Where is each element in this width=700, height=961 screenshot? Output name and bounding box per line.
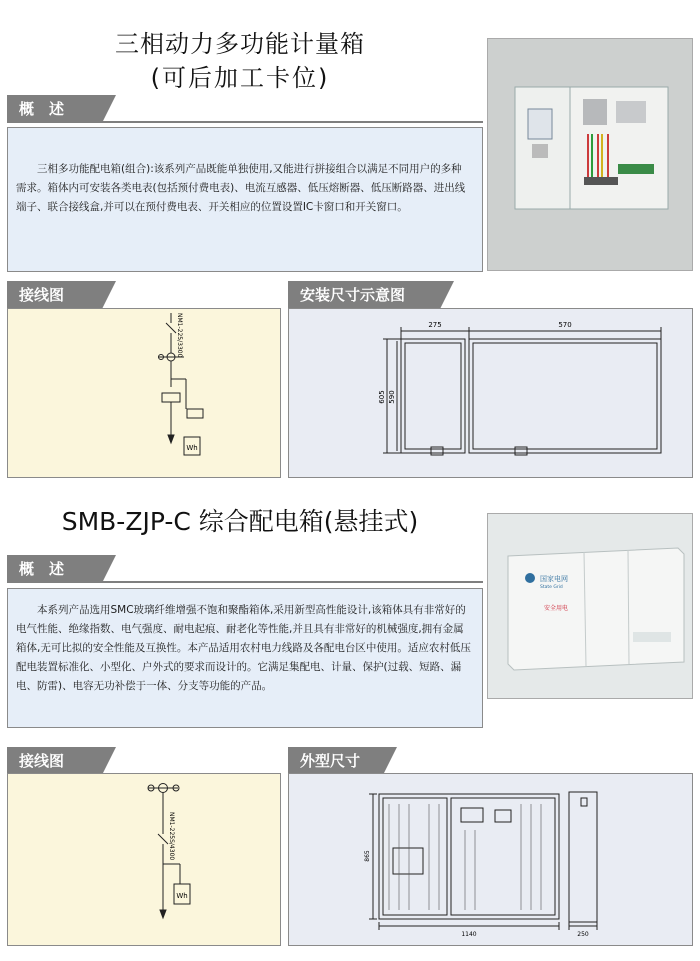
product2-wiring-diagram [7, 773, 281, 946]
product2-meter-label: Wh [176, 892, 188, 900]
product1-dim-width-right: 570 [558, 321, 572, 329]
product2-photo-brand-sub: State Grid [540, 585, 563, 590]
product2-outline-tab: 外型尺寸 [288, 747, 383, 775]
product1-install-tab: 安装尺寸示意图 [288, 281, 440, 309]
product2-dim-height: 865 [364, 850, 371, 862]
product2-description-panel [7, 588, 483, 728]
product2-outline-dimensions [288, 773, 693, 946]
product1-wiring-tab: 接线图 [7, 281, 102, 309]
product1-dim-height-inner: 590 [388, 390, 396, 404]
product2-photo-slogan: 安全用电 [544, 605, 569, 612]
product1-title: 三相动力多功能计量箱 [115, 30, 365, 58]
product2-description: 本系列产品选用SMC玻璃纤维增强不饱和聚酯箱体,采用新型高性能设计,该箱体具有非常好的电气性能、绝缘指数、电气强度、耐电起痕、耐老化等性能,并且具有非常好的机械强度,拥有金属箱体,无可比拟的安全性能及互换性。本产品适用农村电力线路及各配电台区中使用。适应农村低压配电装置标准化、小型化、户外式的要求而设计的。它满足集配电、计量、保护(过载、短路、漏电、防雷)、电容无功补偿于一体、分支等功能的产品。 [16, 604, 471, 692]
product1-breaker-label: NM1-225/3300 [176, 313, 183, 358]
product1-dim-width-left: 275 [428, 321, 442, 329]
product2-breaker-label: NM1-225S/4300 [168, 812, 175, 861]
product2-photo-brand: 国家电网 [540, 575, 568, 583]
product2-title: SMB-ZJP-C 综合配电箱(悬挂式) [61, 507, 419, 536]
divider [7, 581, 483, 583]
product1-install-dimensions [288, 308, 693, 478]
product1-subtitle: (可后加工卡位) [150, 64, 330, 92]
product2-dim-depth: 250 [577, 931, 589, 938]
product2-wiring-tab: 接线图 [7, 747, 102, 775]
product2-overview-tab: 概 述 [7, 555, 102, 583]
product1-overview-tab: 概 述 [7, 95, 102, 123]
divider [7, 121, 483, 123]
product1-description: 三相多功能配电箱(组合):该系列产品既能单独使用,又能进行拼接组合以满足不同用户的多种需求。箱体内可安装各类电表(包括预付费电表)、电流互感器、低压熔断器、低压断路器、进出线端子、联合接线盒,并可以在预付费电表、开关相应的位置设置IC卡窗口和开关窗口。 [16, 163, 466, 213]
product1-dim-height-outer: 605 [378, 390, 386, 404]
product2-photo [487, 513, 693, 699]
product1-photo [487, 38, 693, 271]
product2-dim-width: 1140 [461, 931, 477, 938]
product1-description-panel [7, 127, 483, 272]
product1-meter-label: Wh [186, 444, 198, 452]
product1-wiring-diagram [7, 308, 281, 478]
